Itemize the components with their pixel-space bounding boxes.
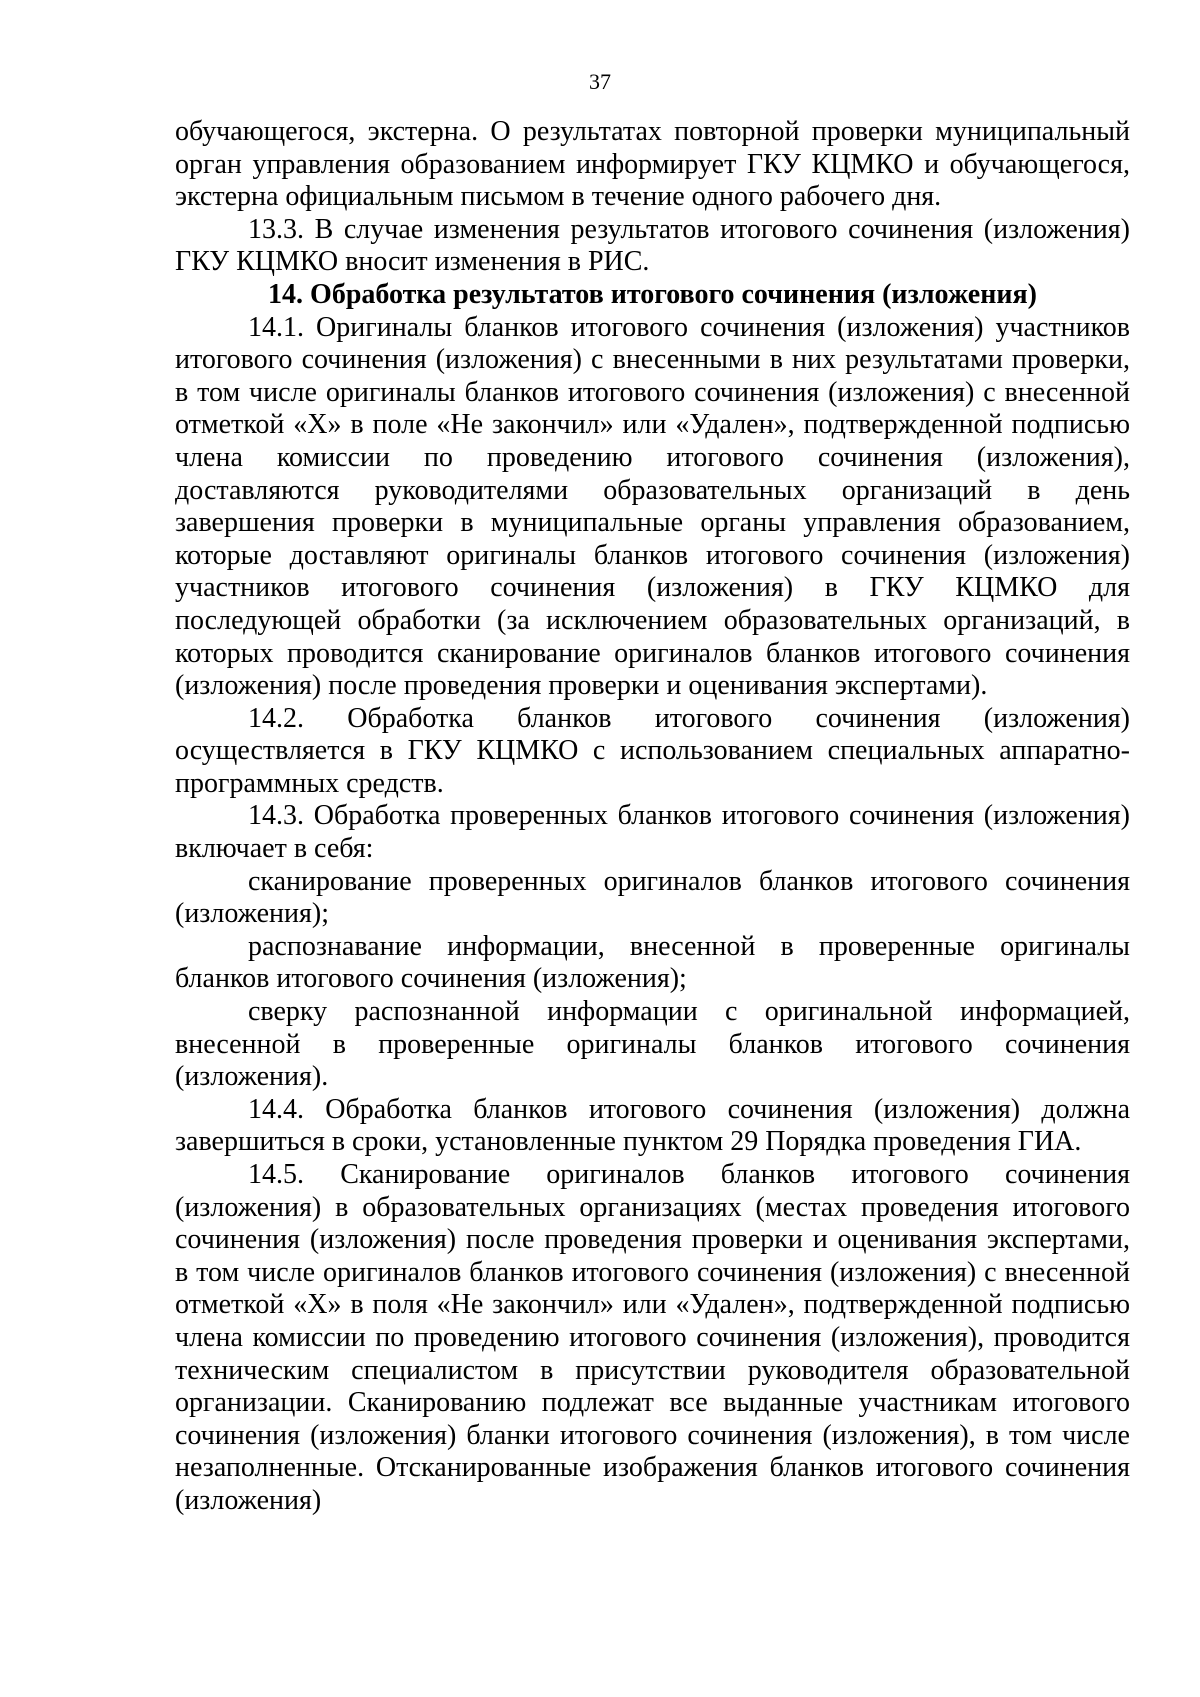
list-item-scanning: сканирование проверенных оригиналов бланков итогового сочинения (изложения); [175, 865, 1130, 930]
list-item-verification: сверку распознанной информации с оригинальной информацией, внесенной в проверенные оригиналы бланков итогового сочинения (изложения). [175, 996, 1130, 1093]
paragraph-14-3: 14.3. Обработка проверенных бланков итогового сочинения (изложения) включает в себя: [175, 800, 1130, 865]
document-body [175, 116, 1130, 1518]
paragraph-14-1: 14.1. Оригиналы бланков итогового сочинения (изложения) участников итогового сочинения (изложения) с внесенными в них результатами проверки, в том числе оригиналы бланков итогового сочинения (изложения) с внесенной отметкой «Х» в поле «Не закончил» или «Удален», подтвержденной подписью члена комиссии по проведению итогового сочинения (изложения), доставляются руководителями образовательных организаций в день завершения проверки в муниципальные органы управления образованием, которые доставляют оригиналы бланков итогового сочинения (изложения) участников итогового сочинения (изложения) в ГКУ КЦМКО для последующей обработки (за исключением образовательных организаций, в которых проводится сканирование оригиналов бланков итогового сочинения (изложения) после проведения проверки и оценивания экспертами). [175, 311, 1130, 702]
section-heading-14: 14. Обработка результатов итогового сочинения (изложения) [268, 278, 1037, 310]
paragraph-13-3: 13.3. В случае изменения результатов итогового сочинения (изложения) ГКУ КЦМКО вносит изменения в РИС. [175, 213, 1130, 278]
paragraph-continuation: обучающегося, экстерна. О результатах повторной проверки муниципальный орган управления образованием информирует ГКУ КЦМКО и обучающегося, экстерна официальным письмом в течение одного рабочего дня. [175, 116, 1130, 213]
list-item-recognition: распознавание информации, внесенной в проверенные оригиналы бланков итогового сочинения (изложения); [175, 930, 1130, 995]
paragraph-14-4: 14.4. Обработка бланков итогового сочинения (изложения) должна завершиться в сроки, установленные пунктом 29 Порядка проведения ГИА. [175, 1093, 1130, 1158]
paragraph-14-5: 14.5. Сканирование оригиналов бланков итогового сочинения (изложения) в образовательных организациях (местах проведения итогового сочинения (изложения) после проведения проверки и оценивания экспертами, в том числе оригиналов бланков итогового сочинения (изложения) с внесенной отметкой «Х» в поля «Не закончил» или «Удален», подтвержденной подписью члена комиссии по проведению итогового сочинения (изложения), проводится техническим специалистом в присутствии руководителя образовательной организации. Сканированию подлежат все выданные участникам итогового сочинения (изложения) бланки итогового сочинения (изложения), в том числе незаполненные. Отсканированные изображения бланков итогового сочинения (изложения) [175, 1159, 1130, 1516]
page-number: 37 [589, 69, 611, 94]
paragraph-14-2: 14.2. Обработка бланков итогового сочинения (изложения) осуществляется в ГКУ КЦМКО с использованием специальных аппаратно-программных средств. [175, 702, 1130, 799]
